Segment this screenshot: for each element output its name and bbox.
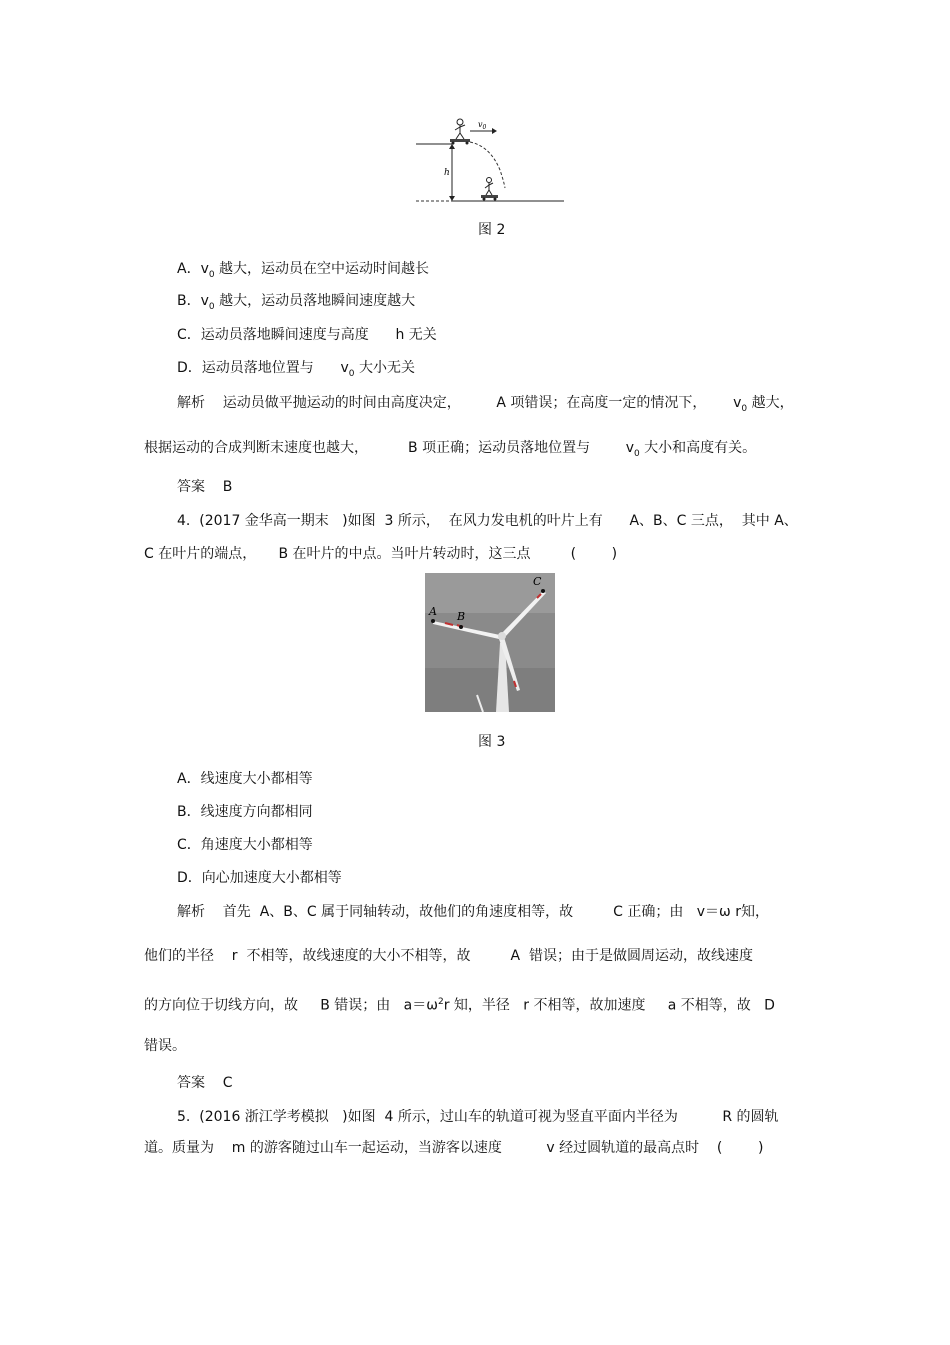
q4-answer: 答案 C (177, 1075, 233, 1091)
q4-analysis-line-3: 的方向位于切线方向，故 B 错误；由 $a=\omega^2r$ 知，半径 r 不相等，故加速度 a 不相等，故 D (144, 997, 775, 1014)
q4-option-b: B．线速度方向都相同 (177, 804, 313, 820)
figure-3-wind-turbine-photo (425, 573, 555, 712)
q3-option-c: C．运动员落地瞬间速度与高度 h 无关 (177, 327, 437, 343)
figure-3-caption: 图 3 (478, 734, 506, 750)
v0-label: $v_0$ (478, 120, 487, 131)
q3-option-d: D．运动员落地位置与 $v_0$ 大小无关 (177, 360, 415, 379)
q4-option-c: C．角速度大小都相等 (177, 837, 313, 853)
figure-2-projectile-diagram (412, 112, 568, 208)
q3-analysis-line-1: 解析 运动员做平抛运动的时间由高度决定， A 项错误；在高度一定的情况下， $v_0$ 越大， (177, 395, 794, 414)
q4-option-d: D．向心加速度大小都相等 (177, 870, 342, 886)
point-a-label: A (429, 605, 437, 618)
q3-analysis-line-2: 根据运动的合成判断末速度也越大， B 项正确；运动员落地位置与 $v_0$ 大小和高度有关。 (144, 440, 757, 459)
figure-2-caption: 图 2 (478, 222, 506, 238)
q4-analysis-line-4: 错误。 (144, 1038, 186, 1054)
point-c-label: C (533, 575, 542, 588)
q4-analysis-line-2: 他们的半径 r 不相等，故线速度的大小不相等，故 A 错误；由于是做圆周运动，故线速度 (144, 948, 753, 964)
q5-stem-line-2: 道。质量为 m 的游客随过山车一起运动，当游客以速度 v 经过圆轨道的最高点时 ( ) (144, 1140, 764, 1156)
q4-option-a: A．线速度大小都相等 (177, 771, 313, 787)
point-b-label: B (457, 610, 466, 623)
q3-option-b: B．$v_0$ 越大，运动员落地瞬间速度越大 (177, 293, 416, 312)
q3-option-a: A．$v_0$ 越大，运动员在空中运动时间越长 (177, 261, 430, 280)
q5-stem-line-1: 5. (2016 浙江学考模拟 )如图 4 所示，过山车的轨道可视为竖直平面内半径为 R 的圆轨 (177, 1109, 779, 1125)
q4-analysis-line-1: 解析 首先 A、B、C 属于同轴转动，故他们的角速度相等，故 C 正确；由 v＝ω r知， (177, 904, 769, 920)
q4-stem-line-2: C 在叶片的端点， B 在叶片的中点。当叶片转动时，这三点 ( ) (144, 546, 618, 562)
h-label: h (444, 168, 450, 178)
q3-answer: 答案 B (177, 479, 233, 495)
q4-stem-line-1: 4. (2017 金华高一期末 )如图 3 所示， 在风力发电机的叶片上有 A、B、C 三点， 其中 A、 (177, 513, 798, 529)
